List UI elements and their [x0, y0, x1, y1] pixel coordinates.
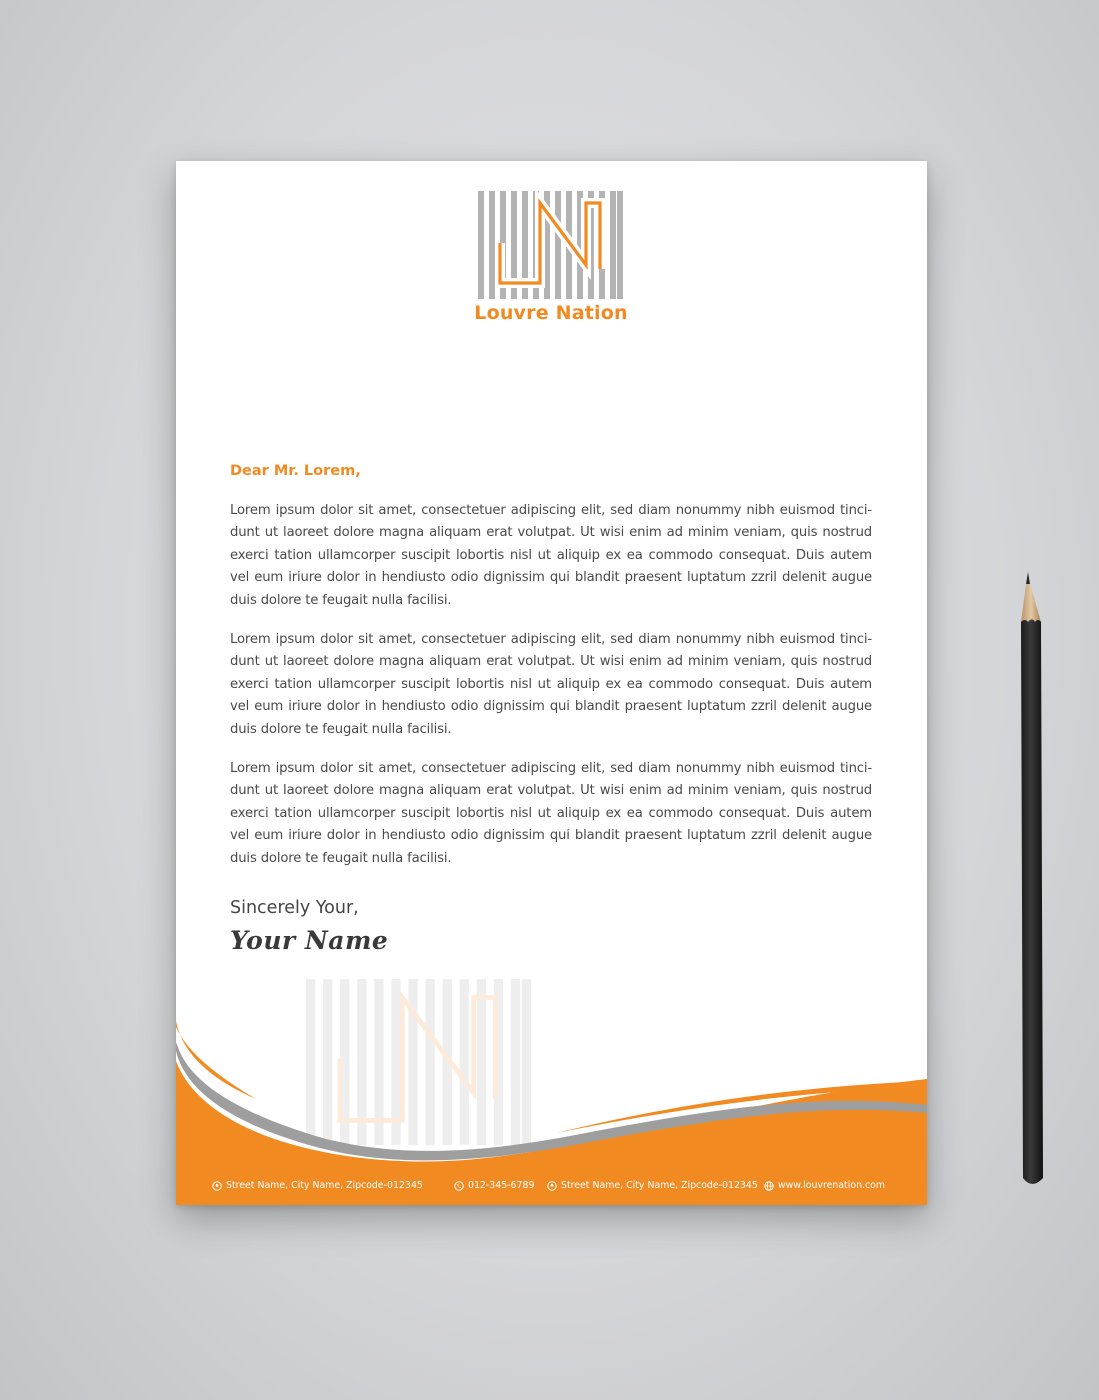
- closing-line: Sincerely Your,: [230, 898, 359, 918]
- location-icon: [212, 1181, 222, 1191]
- body-paragraph: Lorem ipsum dolor sit amet, consectetuer adipiscing elit, sed diam nonummy nibh euismod tinci-dunt ut laoreet dolore magna aliquam erat volutpat. Ut wisi enim ad minim veniam, quis nostrud exerci tation ullamcorper suscipit lobortis nisl ut aliquip ex ea commodo consequat. Duis autem vel eum iriure dolor in hendiusto odio dignissim qui blandit praesent luptatum zzril delenit augue duis dolore te feugait nulla facilisi.: [230, 761, 872, 866]
- footer-item: [454, 1180, 534, 1191]
- footer-item: [764, 1180, 885, 1191]
- brand-name: Louvre Nation: [474, 302, 628, 324]
- body-paragraph: Lorem ipsum dolor sit amet, consectetuer adipiscing elit, sed diam nonummy nibh euismod tinci-dunt ut laoreet dolore magna aliquam erat volutpat. Ut wisi enim ad minim veniam, quis nostrud exerci tation ullamcorper suscipit lobortis nisl ut aliquip ex ea commodo consequat. Duis autem vel eum iriure dolor in hendiusto odio dignissim qui blandit praesent luptatum zzril delenit augue duis dolore te feugait nulla facilisi.: [230, 503, 872, 608]
- location-icon: [547, 1181, 557, 1191]
- footer-text: www.louvrenation.com: [778, 1180, 886, 1191]
- pencil: [1015, 570, 1051, 1192]
- footer-item: [212, 1180, 423, 1191]
- body-paragraph: Lorem ipsum dolor sit amet, consectetuer adipiscing elit, sed diam nonummy nibh euismod tinci-dunt ut laoreet dolore magna aliquam erat volutpat. Ut wisi enim ad minim veniam, quis nostrud exerci tation ullamcorper suscipit lobortis nisl ut aliquip ex ea commodo consequat. Duis autem vel eum iriure dolor in hendiusto odio dignissim qui blandit praesent luptatum zzril delenit augue duis dolore te feugait nulla facilisi.: [230, 632, 872, 737]
- phone-icon: [454, 1181, 464, 1191]
- globe-icon: [764, 1181, 774, 1191]
- signature: Your Name: [230, 926, 389, 955]
- footer-wave: [176, 1021, 927, 1205]
- footer-text: Street Name, City Name, Zipcode-012345: [561, 1180, 758, 1191]
- footer-item: [547, 1180, 758, 1191]
- footer-text: Street Name, City Name, Zipcode-012345: [226, 1180, 423, 1191]
- footer-text: 012-345-6789: [468, 1180, 535, 1191]
- salutation: Dear Mr. Lorem,: [230, 463, 361, 479]
- louvre-nation-logo: [478, 191, 623, 299]
- footer-contact-bar: [212, 1180, 912, 1194]
- letterhead-sheet: [176, 161, 927, 1205]
